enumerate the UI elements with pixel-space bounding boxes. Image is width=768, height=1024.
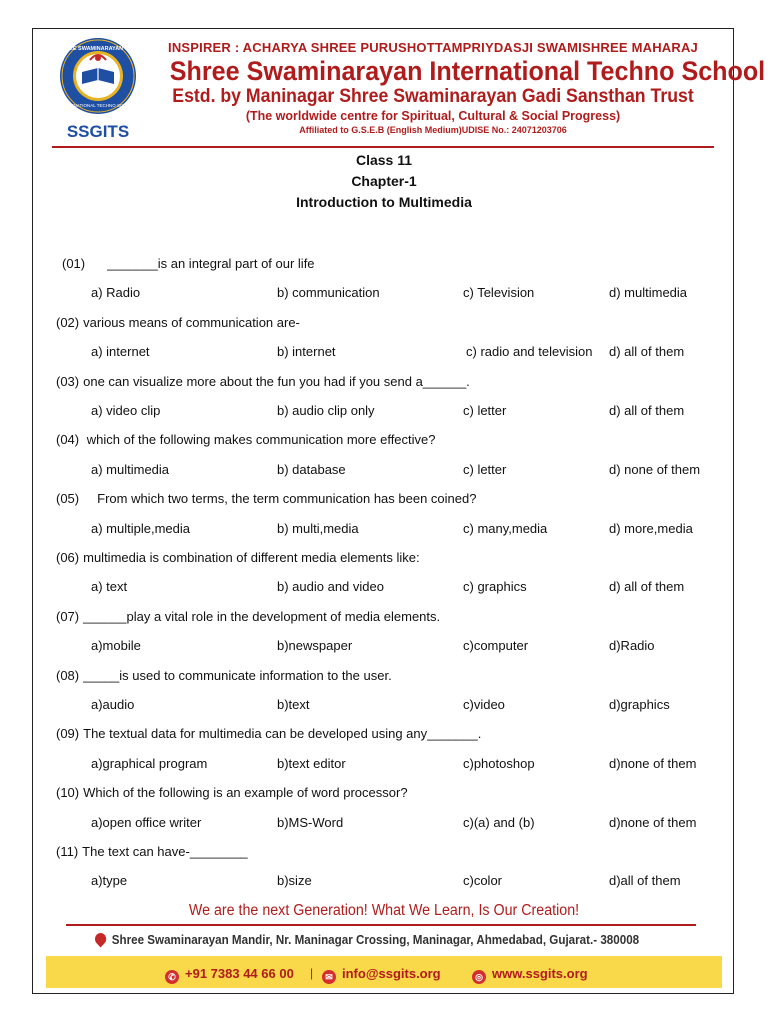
question-number: (02) [56,314,80,330]
logo-ring-top: SHREE SWAMINARAYAN GADI [57,46,139,52]
question-5 [56,491,476,506]
question-number: (09) [56,726,80,742]
school-logo [52,36,144,144]
school-name: Shree Swaminarayan International Techno School [169,56,766,86]
question-number: (03) [56,373,80,389]
option-c: c)(a) and (b) [463,814,535,830]
option-a: a)mobile [91,638,141,654]
question-1 [62,256,315,271]
option-c: c) many,media [463,520,548,536]
question-7 [56,609,440,624]
question-number: (01) [62,256,86,271]
option-b: b) audio and video [277,579,384,595]
option-b: b) internet [277,344,336,360]
header-divider [52,146,714,148]
option-d: d)none of them [609,814,697,830]
option-a: a) Radio [91,285,141,301]
option-a: a)open office writer [91,814,202,830]
logo-text: SSGITS [66,122,130,141]
option-b: b) multi,media [277,520,359,536]
option-a: a) text [91,579,128,595]
email-text[interactable]: info@ssgits.org [342,966,441,981]
letterhead [150,40,766,136]
option-b: b)size [277,873,312,889]
option-c: c) graphics [463,579,527,595]
question-11 [56,844,248,859]
class-title: Class 11 [355,152,413,168]
option-b: b) audio clip only [277,403,375,418]
option-c: c)photoshop [463,755,535,771]
option-b: b) communication [277,285,380,301]
question-text: The textual data for multimedia can be developed using any_______. [83,726,482,742]
option-d: d)all of them [609,873,681,889]
option-b: b)MS-Word [277,814,344,830]
question-6 [56,550,420,565]
option-a: a) multimedia [91,461,170,477]
option-c: c)video [463,697,505,712]
option-b: b)text [277,697,310,712]
question-number: (05) [56,491,80,507]
globe-icon: ◎ [472,970,486,984]
address-line [95,933,639,947]
option-d: d) all of them [609,579,685,595]
topic-title: Introduction to Multimedia [296,194,472,210]
question-number: (08) [56,667,80,683]
option-d: d) multimedia [609,285,688,301]
option-c: c)color [463,873,503,889]
footer-slogan: We are the next Generation! What We Learn, Is Our Creation! [188,902,580,919]
question-number: (06) [56,550,80,565]
established-line: Estd. by Maninagar Shree Swaminarayan Gadi Sansthan Trust [172,86,694,107]
question-text: ______play a vital role in the development of media elements. [83,608,441,624]
address-text: Shree Swaminarayan Mandir, Nr. Maninagar Crossing, Maninagar, Ahmedabad, Gujarat.- 380008 [111,933,640,947]
option-c: c) letter [463,461,507,477]
question-text: _______is an integral part of our life [107,256,315,271]
question-number: (07) [56,608,80,624]
phone-text: +91 7383 44 66 00 [185,966,294,981]
question-text: Which of the following is an example of word processor? [83,785,408,801]
option-d: d) more,media [609,520,693,536]
question-number: (11) [56,844,79,859]
question-2 [56,315,300,330]
option-b: b)text editor [277,755,346,771]
question-text: _____is used to communicate information to the user. [83,667,392,683]
option-d: d)none of them [609,755,697,771]
location-pin-icon [93,931,109,948]
email-contact[interactable] [322,966,441,984]
website-contact[interactable] [472,966,588,984]
option-a: a) multiple,media [91,520,190,536]
affiliation-line: Affiliated to G.S.E.B (English Medium)UDISE No.: 24071203706 [299,125,567,135]
question-10 [56,785,408,800]
option-d: d) all of them [609,403,685,418]
logo-ring-bottom: INTERNATIONAL TECHNO SCHOOL [60,103,136,108]
question-3 [56,374,470,389]
option-a: a)graphical program [91,755,208,771]
email-icon: ✉ [322,970,336,984]
option-c: c) letter [463,403,507,418]
question-8 [56,668,392,683]
option-c: c) radio and television [466,344,593,360]
question-text: multimedia is combination of different media elements like: [83,550,420,565]
worldwide-tagline: (The worldwide centre for Spiritual, Cultural & Social Progress) [245,109,621,123]
question-4 [56,432,436,447]
phone-icon: ✆ [165,970,179,984]
option-d: d) none of them [609,461,701,477]
option-c: c)computer [463,638,529,654]
option-a: a)type [91,873,128,889]
option-d: d)Radio [609,638,655,654]
question-text: which of the following makes communication more effective? [83,432,436,448]
question-number: (04) [56,432,80,448]
footer-divider [66,924,696,926]
option-a: a) internet [91,344,150,360]
option-b: b)newspaper [277,638,353,654]
question-text: From which two terms, the term communication has been coined? [97,491,477,507]
question-9 [56,726,481,741]
contact-separator: | [310,966,314,980]
option-b: b) database [277,461,346,477]
question-text: The text can have-________ [82,844,248,859]
website-text[interactable]: www.ssgits.org [492,966,588,981]
option-a: a)audio [91,697,135,712]
chapter-title: Chapter-1 [351,173,417,189]
question-text: various means of communication are- [83,314,300,330]
option-d: d) all of them [609,344,685,360]
option-d: d)graphics [609,697,670,712]
question-text: one can visualize more about the fun you had if you send a______. [83,373,470,389]
inspirer-line: INSPIRER : ACHARYA SHREE PURUSHOTTAMPRIYDASJI SWAMISHREE MAHARAJ [168,40,698,55]
question-number: (10) [56,785,80,801]
option-c: c) Television [463,285,535,301]
phone-contact [165,966,294,984]
option-a: a) video clip [91,403,161,418]
